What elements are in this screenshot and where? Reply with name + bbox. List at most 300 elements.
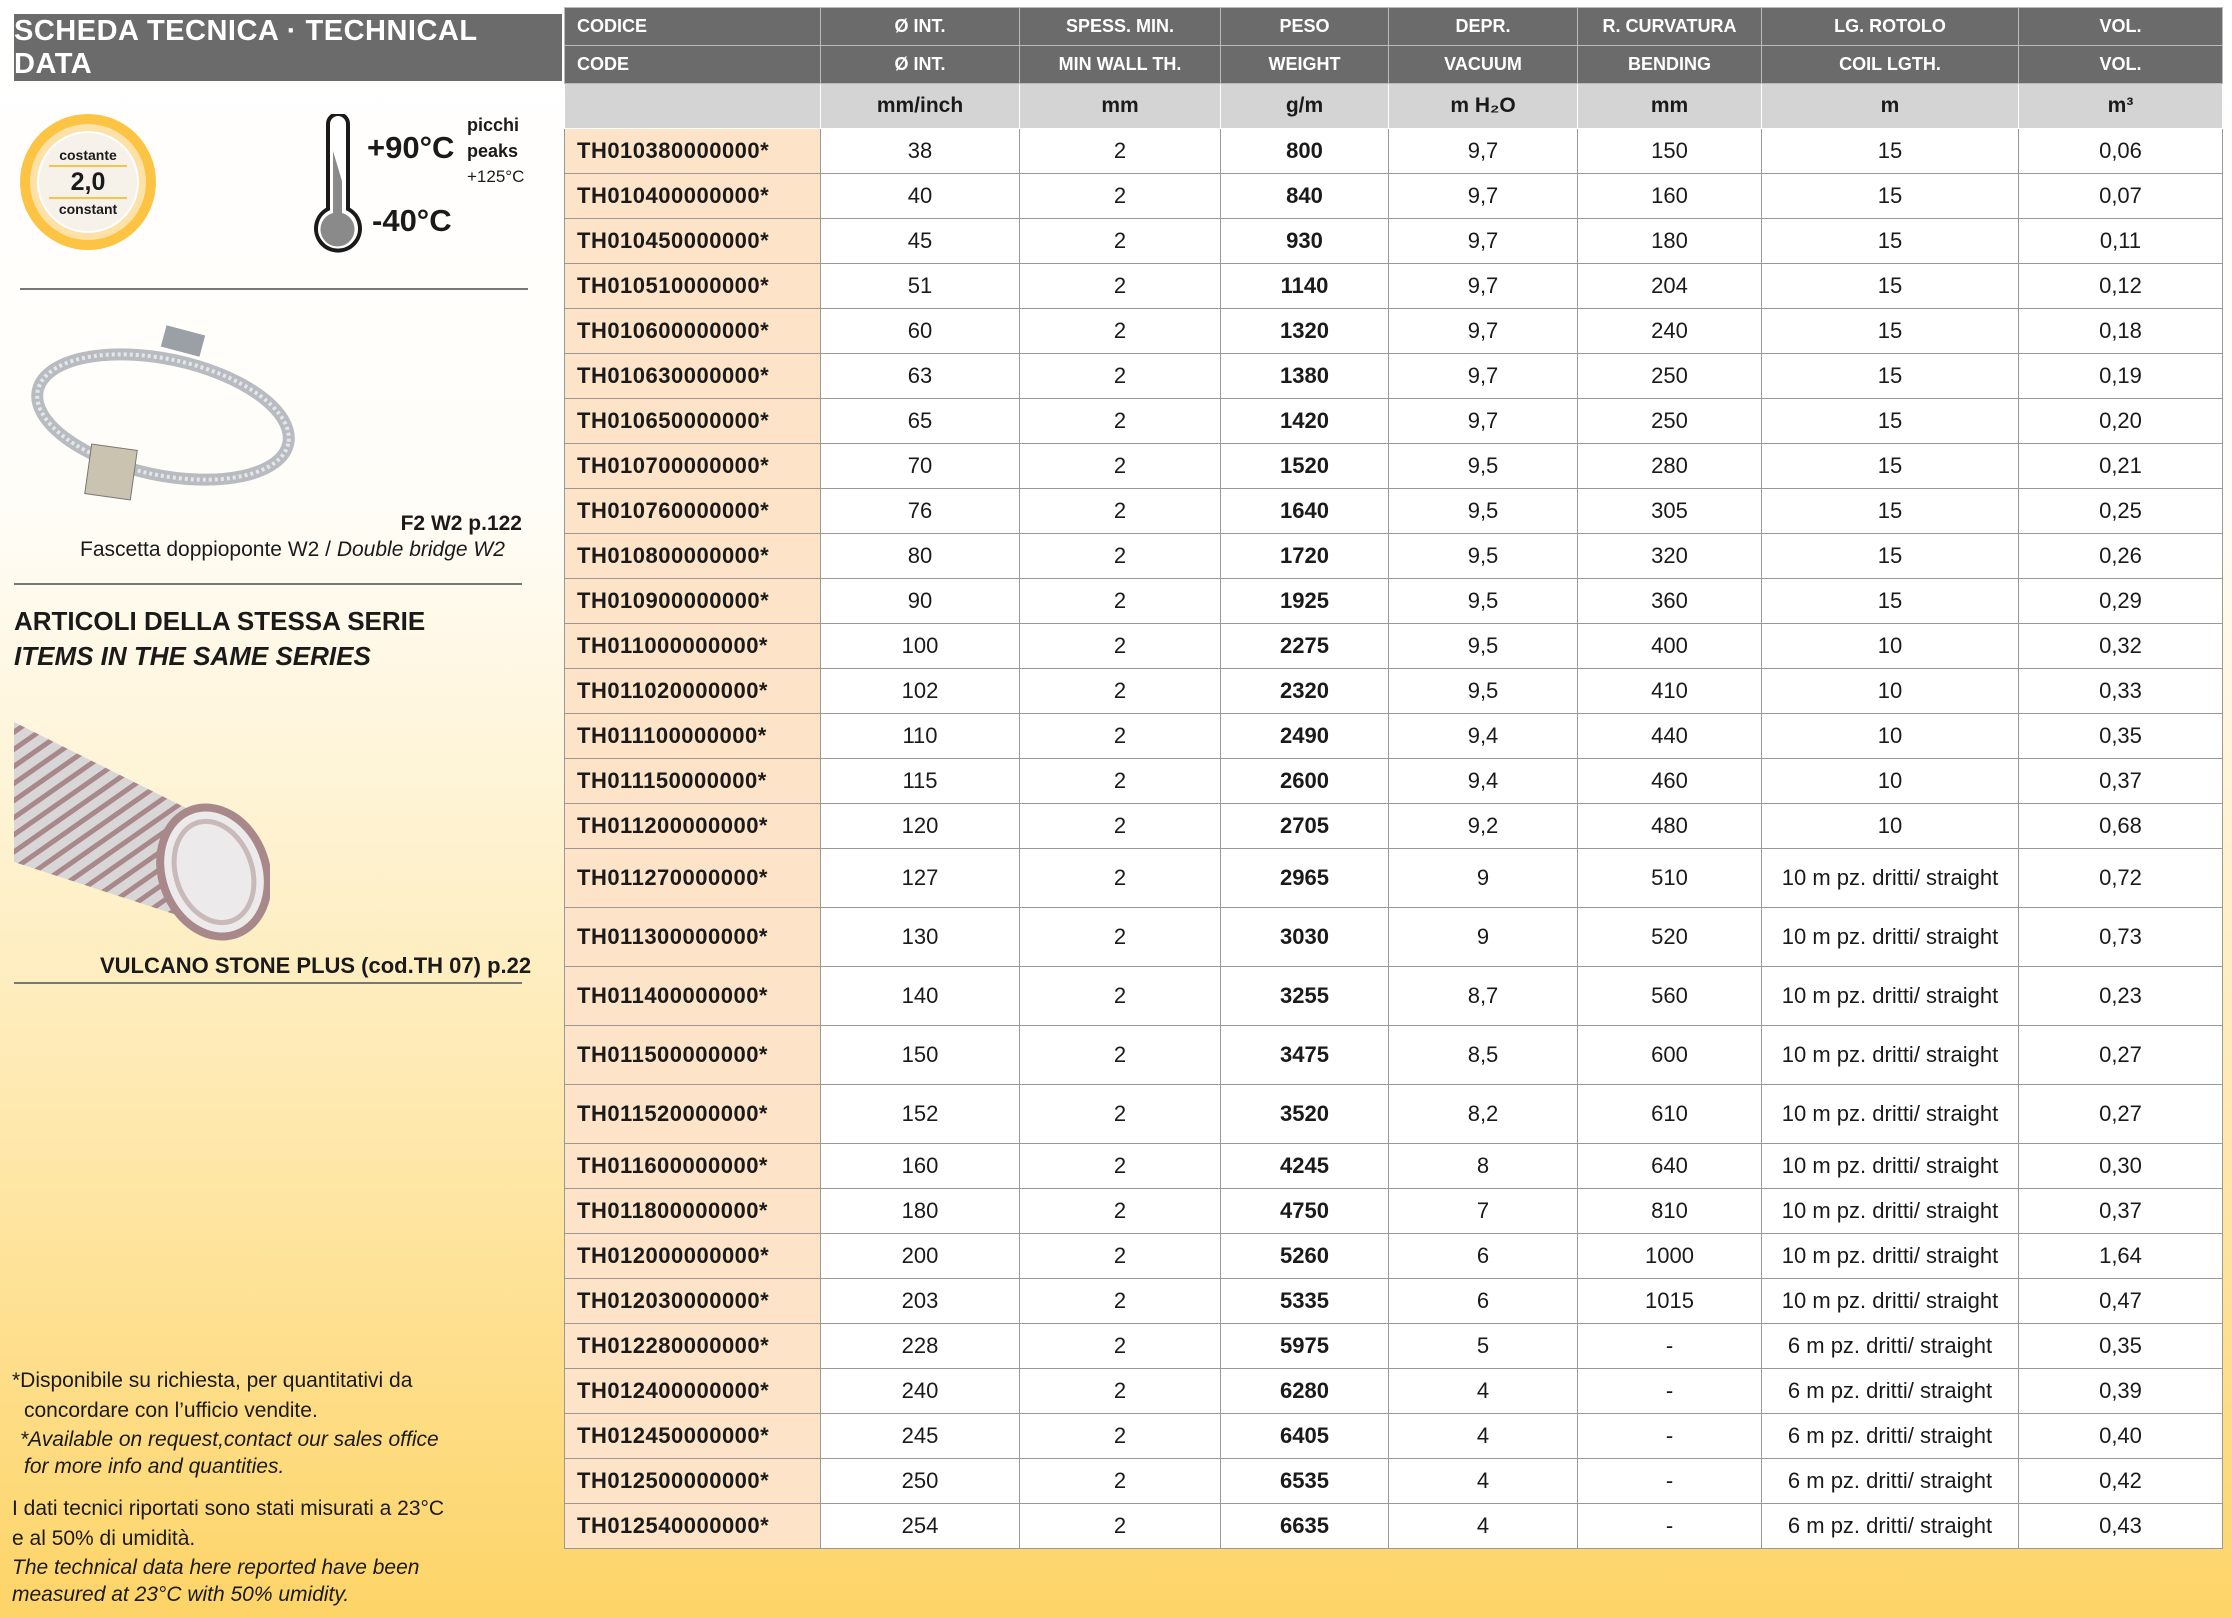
cell-weight: 6280 — [1221, 1369, 1389, 1414]
cell-inner-diameter: 130 — [821, 908, 1020, 967]
cell-vacuum: 9,4 — [1389, 714, 1578, 759]
cell-min-wall-thickness: 2 — [1020, 399, 1221, 444]
cell-coil-length: 10 m pz. dritti/ straight — [1762, 1234, 2019, 1279]
cell-code: TH012400000000* — [565, 1369, 821, 1414]
cell-min-wall-thickness: 2 — [1020, 174, 1221, 219]
cell-coil-length: 10 — [1762, 804, 2019, 849]
cell-code: TH010800000000* — [565, 534, 821, 579]
cell-inner-diameter: 76 — [821, 489, 1020, 534]
cell-coil-length: 10 m pz. dritti/ straight — [1762, 1085, 2019, 1144]
cell-coil-length: 15 — [1762, 444, 2019, 489]
cell-bending-radius: 610 — [1578, 1085, 1762, 1144]
cell-inner-diameter: 203 — [821, 1279, 1020, 1324]
table-row — [565, 908, 2223, 967]
cell-inner-diameter: 80 — [821, 534, 1020, 579]
table-row — [565, 1085, 2223, 1144]
max-temperature: +90°C — [367, 130, 455, 165]
cell-volume: 0,26 — [2019, 534, 2223, 579]
cell-code: TH010400000000* — [565, 174, 821, 219]
cell-code: TH010650000000* — [565, 399, 821, 444]
cell-bending-radius: 640 — [1578, 1144, 1762, 1189]
cell-coil-length: 10 m pz. dritti/ straight — [1762, 1279, 2019, 1324]
cell-weight: 1140 — [1221, 264, 1389, 309]
cell-bending-radius: 160 — [1578, 174, 1762, 219]
cell-code: TH012000000000* — [565, 1234, 821, 1279]
table-row — [565, 219, 2223, 264]
cell-vacuum: 8 — [1389, 1144, 1578, 1189]
footnotes — [12, 1366, 444, 1608]
table-row — [565, 309, 2223, 354]
cell-code: TH011500000000* — [565, 1026, 821, 1085]
cell-weight: 6535 — [1221, 1459, 1389, 1504]
cell-min-wall-thickness: 2 — [1020, 908, 1221, 967]
cell-coil-length: 10 m pz. dritti/ straight — [1762, 849, 2019, 908]
cell-coil-length: 15 — [1762, 399, 2019, 444]
column-bending-radius-header: R. CURVATURA — [1578, 8, 1762, 46]
cell-bending-radius: 150 — [1578, 129, 1762, 174]
column-coil-length-header: LG. ROTOLO — [1762, 8, 2019, 46]
cell-min-wall-thickness: 2 — [1020, 1504, 1221, 1549]
badge-label-it: costante — [59, 147, 117, 163]
cell-bending-radius: 250 — [1578, 399, 1762, 444]
accessory-name — [80, 538, 505, 562]
header-row-it — [565, 8, 2223, 46]
badge-value: 2,0 — [49, 165, 127, 199]
cell-weight: 1720 — [1221, 534, 1389, 579]
cell-bending-radius: 810 — [1578, 1189, 1762, 1234]
cell-vacuum: 9,7 — [1389, 174, 1578, 219]
cell-coil-length: 15 — [1762, 579, 2019, 624]
cell-min-wall-thickness: 2 — [1020, 1459, 1221, 1504]
peaks-label-en: peaks — [467, 141, 519, 161]
cell-volume: 0,07 — [2019, 174, 2223, 219]
cell-inner-diameter: 65 — [821, 399, 1020, 444]
cell-bending-radius: 560 — [1578, 967, 1762, 1026]
cell-bending-radius: 360 — [1578, 579, 1762, 624]
cell-bending-radius: 1000 — [1578, 1234, 1762, 1279]
series-heading — [14, 604, 425, 674]
cell-min-wall-thickness: 2 — [1020, 129, 1221, 174]
table-row — [565, 1234, 2223, 1279]
cell-volume: 0,23 — [2019, 967, 2223, 1026]
column-coil-length-unit: m — [1762, 84, 2019, 129]
cell-inner-diameter: 51 — [821, 264, 1020, 309]
cell-weight: 2705 — [1221, 804, 1389, 849]
note-availability-it: *Disponibile su richiesta, per quantitativi da — [12, 1369, 413, 1392]
cell-coil-length: 6 m pz. dritti/ straight — [1762, 1504, 2019, 1549]
cell-bending-radius: 600 — [1578, 1026, 1762, 1085]
cell-code: TH011200000000* — [565, 804, 821, 849]
cell-vacuum: 8,7 — [1389, 967, 1578, 1026]
cell-bending-radius: 250 — [1578, 354, 1762, 399]
cell-volume: 1,64 — [2019, 1234, 2223, 1279]
cell-code: TH011270000000* — [565, 849, 821, 908]
divider — [14, 982, 522, 984]
cell-inner-diameter: 240 — [821, 1369, 1020, 1414]
cell-inner-diameter: 115 — [821, 759, 1020, 804]
cell-vacuum: 6 — [1389, 1234, 1578, 1279]
cell-weight: 4750 — [1221, 1189, 1389, 1234]
peak-temperature — [467, 112, 524, 190]
cell-weight: 5975 — [1221, 1324, 1389, 1369]
cell-coil-length: 10 m pz. dritti/ straight — [1762, 908, 2019, 967]
cell-code: TH011400000000* — [565, 967, 821, 1026]
cell-volume: 0,35 — [2019, 1324, 2223, 1369]
cell-inner-diameter: 152 — [821, 1085, 1020, 1144]
cell-volume: 0,11 — [2019, 219, 2223, 264]
cell-weight: 1925 — [1221, 579, 1389, 624]
cell-inner-diameter: 45 — [821, 219, 1020, 264]
cell-min-wall-thickness: 2 — [1020, 1085, 1221, 1144]
cell-code: TH011600000000* — [565, 1144, 821, 1189]
cell-coil-length: 15 — [1762, 309, 2019, 354]
peaks-label-it: picchi — [467, 115, 520, 135]
table-row — [565, 174, 2223, 219]
cell-weight: 5335 — [1221, 1279, 1389, 1324]
cell-inner-diameter: 70 — [821, 444, 1020, 489]
cell-vacuum: 9,5 — [1389, 669, 1578, 714]
cell-bending-radius: 240 — [1578, 309, 1762, 354]
cell-vacuum: 9,4 — [1389, 759, 1578, 804]
cell-coil-length: 6 m pz. dritti/ straight — [1762, 1459, 2019, 1504]
cell-min-wall-thickness: 2 — [1020, 624, 1221, 669]
note-availability-en-2: for more info and quantities. — [24, 1455, 285, 1478]
cell-inner-diameter: 150 — [821, 1026, 1020, 1085]
cell-volume: 0,35 — [2019, 714, 2223, 759]
column-inner-diameter-header: Ø INT. — [821, 46, 1020, 84]
cell-coil-length: 15 — [1762, 129, 2019, 174]
table-row — [565, 624, 2223, 669]
cell-weight: 1380 — [1221, 354, 1389, 399]
cell-vacuum: 8,5 — [1389, 1026, 1578, 1085]
cell-min-wall-thickness: 2 — [1020, 804, 1221, 849]
cell-bending-radius: 180 — [1578, 219, 1762, 264]
cell-inner-diameter: 110 — [821, 714, 1020, 759]
cell-inner-diameter: 38 — [821, 129, 1020, 174]
cell-inner-diameter: 102 — [821, 669, 1020, 714]
column-vacuum-header: VACUUM — [1389, 46, 1578, 84]
table-row — [565, 759, 2223, 804]
badge-label-en: constant — [58, 201, 118, 217]
note-availability-it-2: concordare con l’ufficio vendite. — [24, 1399, 318, 1422]
note-measurement-it: I dati tecnici riportati sono stati misurati a 23°C — [12, 1497, 445, 1520]
cell-vacuum: 9,7 — [1389, 354, 1578, 399]
cell-vacuum: 6 — [1389, 1279, 1578, 1324]
cell-volume: 0,32 — [2019, 624, 2223, 669]
table-row — [565, 1279, 2223, 1324]
column-min-wall-thickness-unit: mm — [1020, 84, 1221, 129]
cell-weight: 3520 — [1221, 1085, 1389, 1144]
cell-weight: 840 — [1221, 174, 1389, 219]
table-row — [565, 399, 2223, 444]
cell-vacuum: 9,5 — [1389, 534, 1578, 579]
cell-code: TH011150000000* — [565, 759, 821, 804]
table-row — [565, 1414, 2223, 1459]
cell-min-wall-thickness: 2 — [1020, 579, 1221, 624]
table-row — [565, 534, 2223, 579]
cell-min-wall-thickness: 2 — [1020, 309, 1221, 354]
cell-inner-diameter: 160 — [821, 1144, 1020, 1189]
cell-code: TH012540000000* — [565, 1504, 821, 1549]
cell-min-wall-thickness: 2 — [1020, 1279, 1221, 1324]
table-row — [565, 1189, 2223, 1234]
column-weight-header: PESO — [1221, 8, 1389, 46]
cell-weight: 1640 — [1221, 489, 1389, 534]
cell-code: TH010630000000* — [565, 354, 821, 399]
technical-data-table — [564, 7, 2223, 1549]
cell-inner-diameter: 250 — [821, 1459, 1020, 1504]
cell-weight: 3255 — [1221, 967, 1389, 1026]
cell-coil-length: 15 — [1762, 489, 2019, 534]
thickness-badge — [20, 114, 156, 250]
cell-weight: 3475 — [1221, 1026, 1389, 1085]
cell-coil-length: 6 m pz. dritti/ straight — [1762, 1414, 2019, 1459]
cell-coil-length: 15 — [1762, 219, 2019, 264]
cell-coil-length: 15 — [1762, 534, 2019, 579]
cell-code: TH010900000000* — [565, 579, 821, 624]
cell-volume: 0,30 — [2019, 1144, 2223, 1189]
cell-bending-radius: 440 — [1578, 714, 1762, 759]
table-row — [565, 579, 2223, 624]
cell-code: TH011800000000* — [565, 1189, 821, 1234]
cell-vacuum: 4 — [1389, 1459, 1578, 1504]
divider — [14, 583, 522, 585]
cell-inner-diameter: 180 — [821, 1189, 1020, 1234]
cell-bending-radius: - — [1578, 1324, 1762, 1369]
table-row — [565, 444, 2223, 489]
series-title-it: ARTICOLI DELLA STESSA SERIE — [14, 606, 426, 636]
cell-volume: 0,06 — [2019, 129, 2223, 174]
cell-volume: 0,73 — [2019, 908, 2223, 967]
column-inner-diameter-unit: mm/inch — [821, 84, 1020, 129]
cell-bending-radius: 305 — [1578, 489, 1762, 534]
cell-code: TH010700000000* — [565, 444, 821, 489]
cell-weight: 2320 — [1221, 669, 1389, 714]
cell-code: TH012030000000* — [565, 1279, 821, 1324]
cell-vacuum: 9,5 — [1389, 444, 1578, 489]
cell-min-wall-thickness: 2 — [1020, 219, 1221, 264]
table-row — [565, 489, 2223, 534]
cell-volume: 0,21 — [2019, 444, 2223, 489]
cell-min-wall-thickness: 2 — [1020, 489, 1221, 534]
cell-inner-diameter: 63 — [821, 354, 1020, 399]
cell-coil-length: 15 — [1762, 264, 2019, 309]
thermometer-icon — [308, 114, 368, 256]
cell-vacuum: 9,7 — [1389, 399, 1578, 444]
cell-min-wall-thickness: 2 — [1020, 1026, 1221, 1085]
divider — [20, 288, 528, 290]
cell-coil-length: 10 — [1762, 759, 2019, 804]
cell-vacuum: 9 — [1389, 908, 1578, 967]
cell-code: TH011020000000* — [565, 669, 821, 714]
accessory-name-it: Fascetta doppioponte W2 / — [80, 538, 337, 561]
cell-vacuum: 9 — [1389, 849, 1578, 908]
cell-inner-diameter: 228 — [821, 1324, 1020, 1369]
cell-min-wall-thickness: 2 — [1020, 1189, 1221, 1234]
cell-bending-radius: - — [1578, 1459, 1762, 1504]
cell-volume: 0,25 — [2019, 489, 2223, 534]
cell-vacuum: 7 — [1389, 1189, 1578, 1234]
cell-bending-radius: 280 — [1578, 444, 1762, 489]
cell-min-wall-thickness: 2 — [1020, 1234, 1221, 1279]
cell-code: TH012280000000* — [565, 1324, 821, 1369]
cell-min-wall-thickness: 2 — [1020, 444, 1221, 489]
column-inner-diameter-header: Ø INT. — [821, 8, 1020, 46]
min-temperature: -40°C — [372, 203, 452, 238]
table-row — [565, 669, 2223, 714]
column-code-header: CODICE — [565, 8, 821, 46]
column-code-unit — [565, 84, 821, 129]
cell-code: TH010380000000* — [565, 129, 821, 174]
note-measurement-en: The technical data here reported have been — [12, 1556, 420, 1579]
cell-bending-radius: 480 — [1578, 804, 1762, 849]
cell-weight: 2965 — [1221, 849, 1389, 908]
cell-vacuum: 9,7 — [1389, 264, 1578, 309]
cell-vacuum: 8,2 — [1389, 1085, 1578, 1144]
cell-inner-diameter: 90 — [821, 579, 1020, 624]
cell-inner-diameter: 40 — [821, 174, 1020, 219]
cell-inner-diameter: 120 — [821, 804, 1020, 849]
cell-code: TH012500000000* — [565, 1459, 821, 1504]
cell-volume: 0,20 — [2019, 399, 2223, 444]
cell-min-wall-thickness: 2 — [1020, 534, 1221, 579]
cell-bending-radius: 520 — [1578, 908, 1762, 967]
peaks-value: +125°C — [467, 167, 525, 186]
cell-weight: 4245 — [1221, 1144, 1389, 1189]
cell-vacuum: 4 — [1389, 1504, 1578, 1549]
cell-vacuum: 9,7 — [1389, 309, 1578, 354]
column-weight-unit: g/m — [1221, 84, 1389, 129]
cell-min-wall-thickness: 2 — [1020, 1324, 1221, 1369]
cell-inner-diameter: 245 — [821, 1414, 1020, 1459]
column-vacuum-unit: m H₂O — [1389, 84, 1578, 129]
cell-vacuum: 9,7 — [1389, 219, 1578, 264]
cell-min-wall-thickness: 2 — [1020, 264, 1221, 309]
cell-min-wall-thickness: 2 — [1020, 669, 1221, 714]
cell-bending-radius: - — [1578, 1369, 1762, 1414]
column-weight-header: WEIGHT — [1221, 46, 1389, 84]
cell-vacuum: 4 — [1389, 1414, 1578, 1459]
cell-volume: 0,72 — [2019, 849, 2223, 908]
cell-volume: 0,27 — [2019, 1085, 2223, 1144]
cell-coil-length: 15 — [1762, 354, 2019, 399]
page-title: SCHEDA TECNICA · TECHNICAL DATA — [14, 14, 562, 81]
cell-coil-length: 10 — [1762, 624, 2019, 669]
cell-vacuum: 5 — [1389, 1324, 1578, 1369]
cell-volume: 0,12 — [2019, 264, 2223, 309]
cell-min-wall-thickness: 2 — [1020, 714, 1221, 759]
cell-weight: 6635 — [1221, 1504, 1389, 1549]
cell-inner-diameter: 140 — [821, 967, 1020, 1026]
cell-vacuum: 4 — [1389, 1369, 1578, 1414]
cell-coil-length: 10 — [1762, 714, 2019, 759]
table-row — [565, 714, 2223, 759]
cell-code: TH012450000000* — [565, 1414, 821, 1459]
cell-weight: 1420 — [1221, 399, 1389, 444]
cell-vacuum: 9,5 — [1389, 579, 1578, 624]
table-row — [565, 804, 2223, 849]
column-bending-radius-unit: mm — [1578, 84, 1762, 129]
table-row — [565, 1026, 2223, 1085]
cell-inner-diameter: 254 — [821, 1504, 1020, 1549]
cell-volume: 0,39 — [2019, 1369, 2223, 1414]
cell-vacuum: 9,5 — [1389, 624, 1578, 669]
column-vacuum-header: DEPR. — [1389, 8, 1578, 46]
note-measurement-it-2: e al 50% di umidità. — [12, 1527, 196, 1550]
cell-weight: 2275 — [1221, 624, 1389, 669]
cell-volume: 0,68 — [2019, 804, 2223, 849]
accessory-ref[interactable]: F2 W2 p.122 — [400, 512, 522, 535]
cell-volume: 0,19 — [2019, 354, 2223, 399]
column-volume-unit: m³ — [2019, 84, 2223, 129]
column-coil-length-header: COIL LGTH. — [1762, 46, 2019, 84]
cell-min-wall-thickness: 2 — [1020, 1414, 1221, 1459]
cell-volume: 0,29 — [2019, 579, 2223, 624]
cell-bending-radius: 1015 — [1578, 1279, 1762, 1324]
cell-volume: 0,27 — [2019, 1026, 2223, 1085]
series-title-en: ITEMS IN THE SAME SERIES — [14, 641, 371, 671]
cell-volume: 0,18 — [2019, 309, 2223, 354]
related-item-link[interactable]: VULCANO STONE PLUS (cod.TH 07) p.22 — [100, 953, 532, 978]
cell-vacuum: 9,2 — [1389, 804, 1578, 849]
column-volume-header: VOL. — [2019, 46, 2223, 84]
hose-clamp-image — [28, 322, 298, 512]
cell-coil-length: 10 m pz. dritti/ straight — [1762, 967, 2019, 1026]
column-bending-radius-header: BENDING — [1578, 46, 1762, 84]
cell-bending-radius: 204 — [1578, 264, 1762, 309]
cell-bending-radius: 320 — [1578, 534, 1762, 579]
spiral-hose-image — [14, 712, 270, 947]
cell-vacuum: 9,5 — [1389, 489, 1578, 534]
table-row — [565, 129, 2223, 174]
cell-code: TH011520000000* — [565, 1085, 821, 1144]
cell-bending-radius: 400 — [1578, 624, 1762, 669]
cell-volume: 0,43 — [2019, 1504, 2223, 1549]
cell-vacuum: 9,7 — [1389, 129, 1578, 174]
cell-volume: 0,42 — [2019, 1459, 2223, 1504]
cell-weight: 5260 — [1221, 1234, 1389, 1279]
cell-weight: 800 — [1221, 129, 1389, 174]
cell-coil-length: 10 — [1762, 669, 2019, 714]
units-row — [565, 84, 2223, 129]
cell-weight: 1520 — [1221, 444, 1389, 489]
cell-coil-length: 10 m pz. dritti/ straight — [1762, 1189, 2019, 1234]
cell-code: TH011300000000* — [565, 908, 821, 967]
table-row — [565, 1459, 2223, 1504]
cell-volume: 0,40 — [2019, 1414, 2223, 1459]
column-min-wall-thickness-header: MIN WALL TH. — [1020, 46, 1221, 84]
cell-weight: 1320 — [1221, 309, 1389, 354]
header-row-en — [565, 46, 2223, 84]
cell-coil-length: 15 — [1762, 174, 2019, 219]
table-row — [565, 1324, 2223, 1369]
cell-min-wall-thickness: 2 — [1020, 1369, 1221, 1414]
table-row — [565, 1369, 2223, 1414]
cell-code: TH010760000000* — [565, 489, 821, 534]
cell-coil-length: 10 m pz. dritti/ straight — [1762, 1026, 2019, 1085]
cell-weight: 2490 — [1221, 714, 1389, 759]
table-row — [565, 264, 2223, 309]
cell-code: TH010600000000* — [565, 309, 821, 354]
cell-weight: 2600 — [1221, 759, 1389, 804]
cell-coil-length: 6 m pz. dritti/ straight — [1762, 1369, 2019, 1414]
cell-bending-radius: 460 — [1578, 759, 1762, 804]
cell-min-wall-thickness: 2 — [1020, 849, 1221, 908]
column-code-header: CODE — [565, 46, 821, 84]
note-availability-en: *Available on request,contact our sales office — [20, 1428, 439, 1451]
table-row — [565, 967, 2223, 1026]
cell-code: TH011000000000* — [565, 624, 821, 669]
